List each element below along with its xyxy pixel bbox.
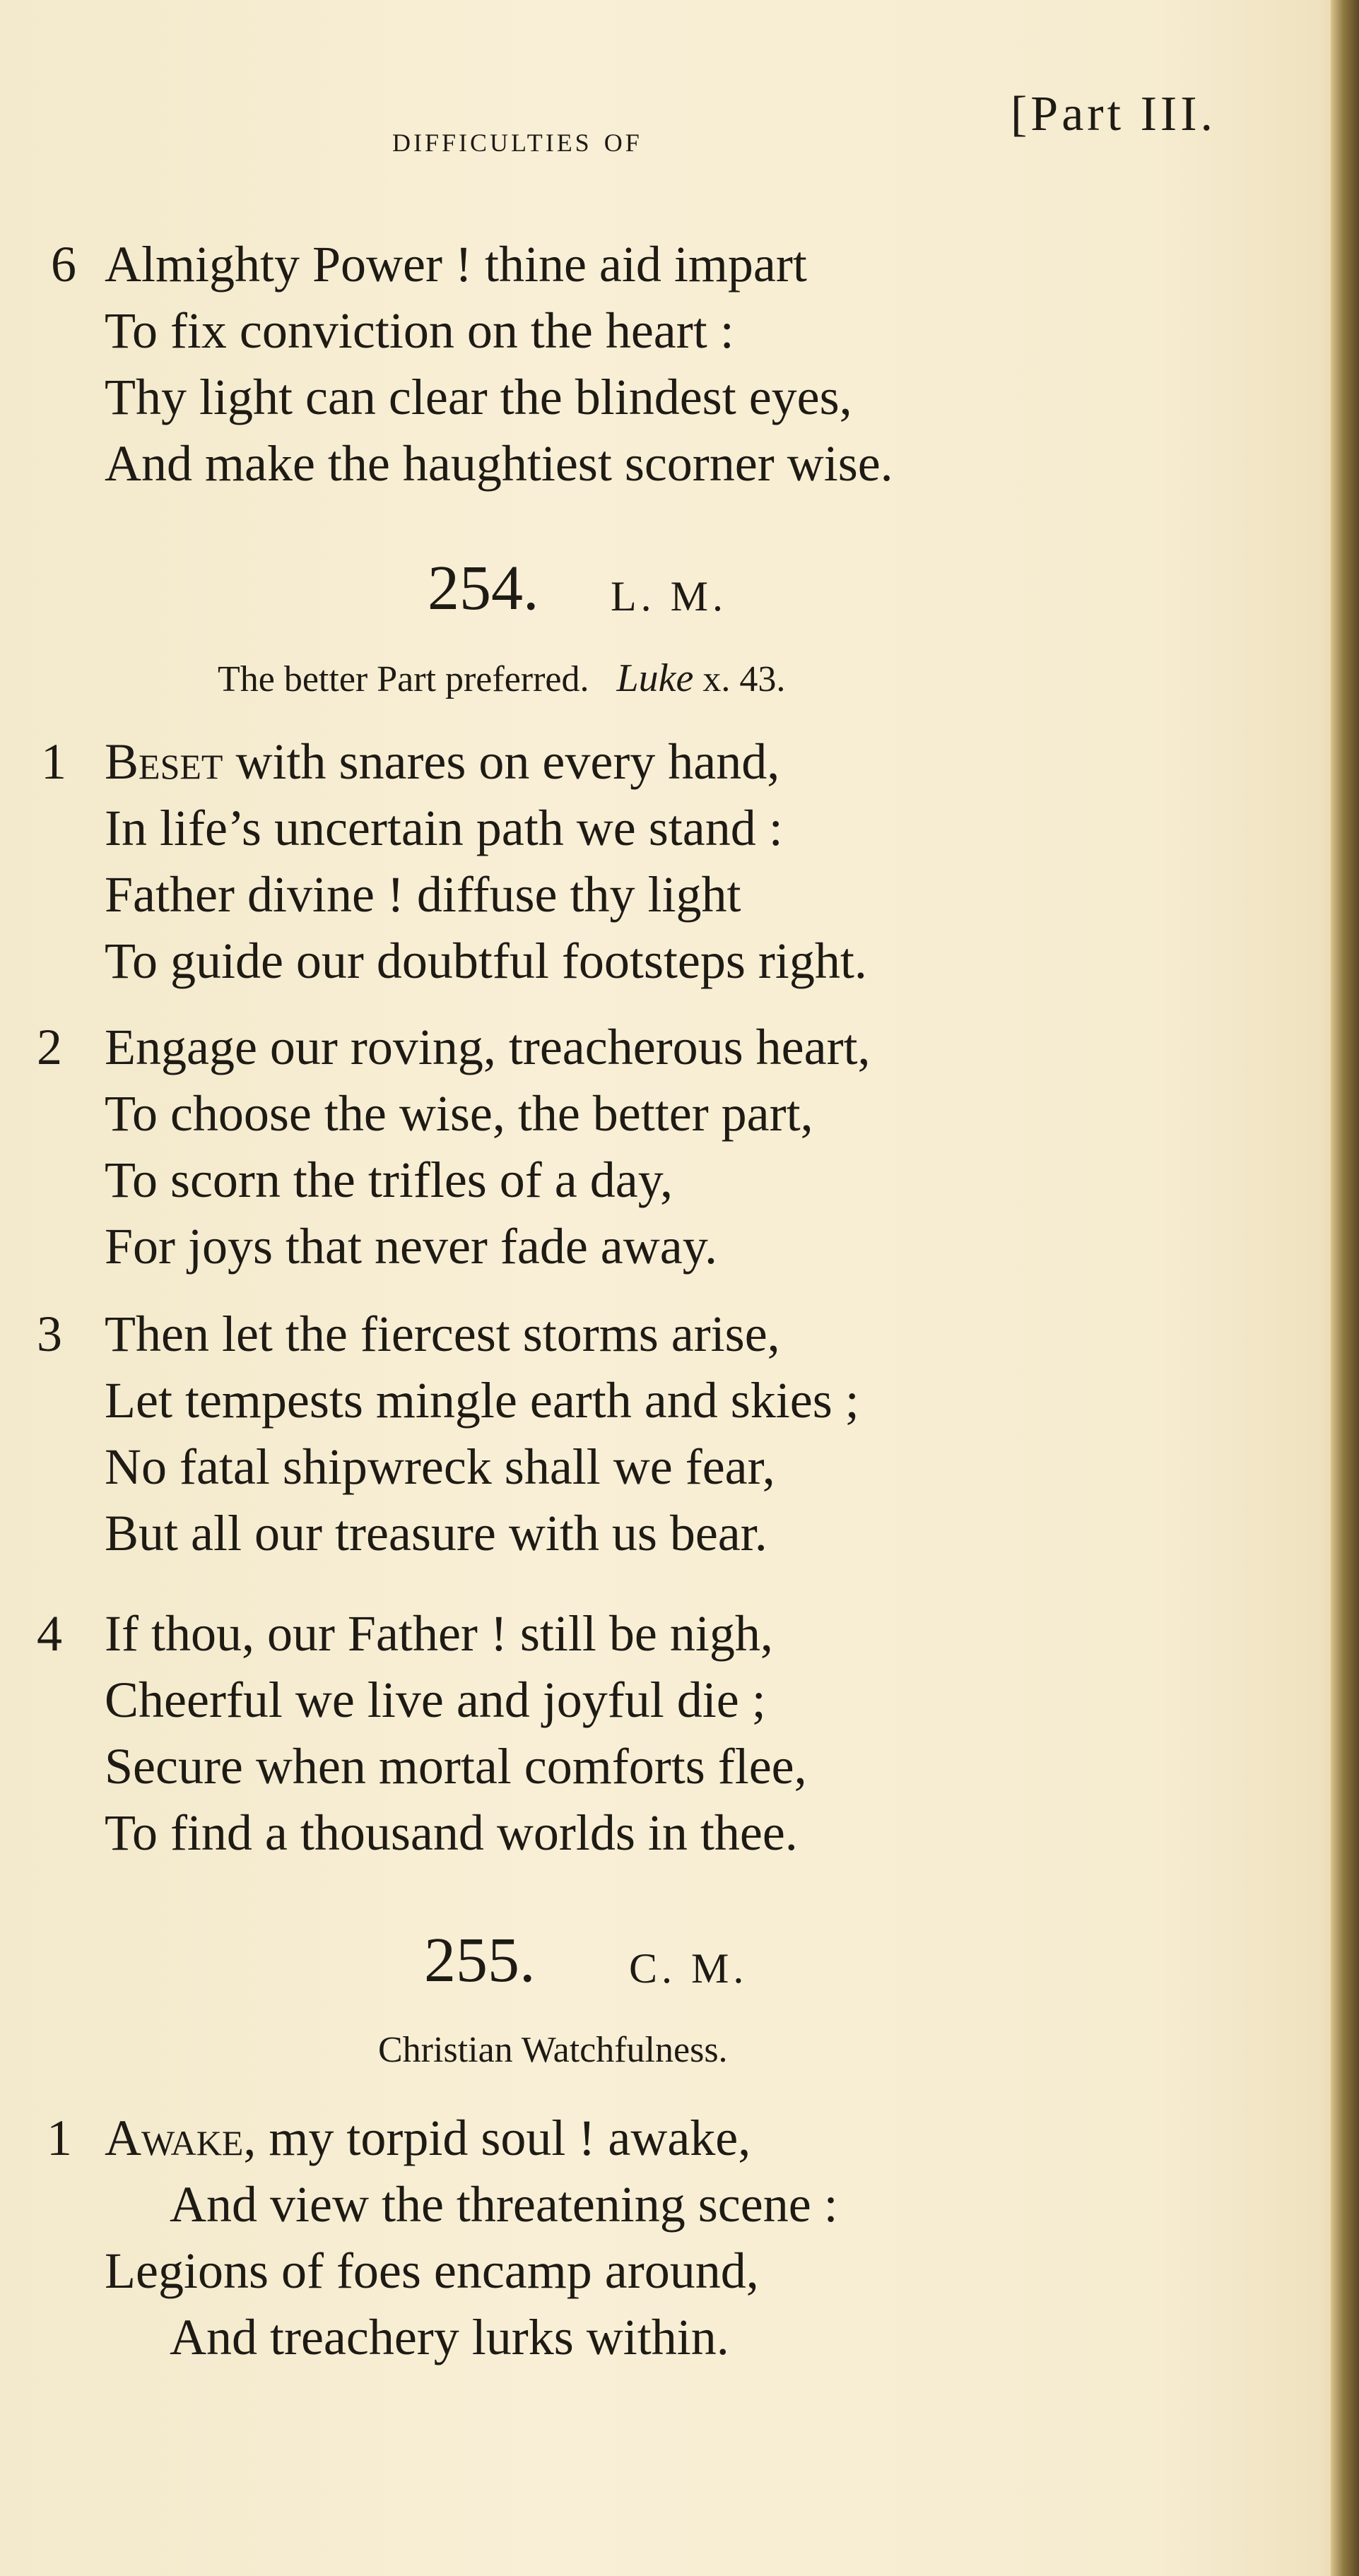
verse-line: Secure when mortal comforts flee, bbox=[105, 1738, 807, 1795]
verse-line: No fatal shipwreck shall we fear, bbox=[105, 1438, 775, 1495]
verse-line: And treachery lurks within. bbox=[170, 2309, 729, 2365]
hymn-meter: L. M. bbox=[611, 573, 727, 620]
hymn-number: 254. bbox=[428, 553, 539, 623]
first-word: Awake bbox=[105, 2110, 244, 2166]
running-title: difficulties of bbox=[392, 119, 642, 160]
verse-number: 6 bbox=[51, 236, 76, 293]
hymn-subtitle: Christian Watchfulness. bbox=[378, 2030, 728, 2070]
verse-line bbox=[105, 733, 780, 790]
first-line-rest: , my torpid soul ! awake, bbox=[243, 2110, 751, 2166]
hymn-meter: C. M. bbox=[629, 1945, 748, 1992]
part-label: [Part III. bbox=[1011, 87, 1217, 141]
verse-line: But all our treasure with us bear. bbox=[105, 1505, 767, 1561]
verse-line: Engage our roving, treacherous heart, bbox=[105, 1019, 871, 1075]
verse-line: Cheerful we live and joyful die ; bbox=[105, 1672, 766, 1728]
verse-number: 2 bbox=[37, 1019, 62, 1075]
verse-line: Almighty Power ! thine aid impart bbox=[105, 236, 807, 293]
verse-number: 1 bbox=[41, 733, 66, 790]
verse-line: Let tempests mingle earth and skies ; bbox=[105, 1372, 859, 1429]
verse-line: To choose the wise, the better part, bbox=[105, 1085, 813, 1142]
verse-number: 1 bbox=[47, 2110, 72, 2166]
first-line-rest: with snares on every hand, bbox=[223, 733, 780, 790]
verse-line: Thy light can clear the blindest eyes, bbox=[105, 369, 852, 425]
verse-line: And make the haughtiest scorner wise. bbox=[105, 435, 893, 492]
verse-line: In life’s uncertain path we stand : bbox=[105, 800, 783, 856]
hymn-subtitle bbox=[218, 658, 785, 698]
verse-line: Then let the fiercest storms arise, bbox=[105, 1306, 780, 1362]
verse-line: To scorn the trifles of a day, bbox=[105, 1152, 673, 1208]
verse-line bbox=[105, 2110, 751, 2166]
verse-line: For joys that never fade away. bbox=[105, 1218, 718, 1275]
verse-line: To guide our doubtful footsteps right. bbox=[105, 933, 867, 989]
first-word: Beset bbox=[105, 733, 223, 790]
scripture-book: Luke bbox=[616, 656, 694, 700]
verse-line: Father divine ! diffuse thy light bbox=[105, 866, 741, 923]
page-edge bbox=[1331, 0, 1359, 2576]
verse-line: To fix conviction on the heart : bbox=[105, 302, 734, 359]
verse-line: And view the threatening scene : bbox=[170, 2176, 838, 2233]
verse-number: 4 bbox=[37, 1605, 62, 1662]
verse-line: Legions of foes encamp around, bbox=[105, 2243, 759, 2299]
verse-line: If thou, our Father ! still be nigh, bbox=[105, 1605, 773, 1662]
subtitle-text: The better Part preferred. bbox=[218, 659, 589, 699]
verse-number: 3 bbox=[37, 1306, 62, 1362]
verse-line: To find a thousand worlds in thee. bbox=[105, 1804, 798, 1861]
hymn-number: 255. bbox=[424, 1925, 536, 1995]
scripture-verse: x. 43. bbox=[702, 659, 786, 699]
